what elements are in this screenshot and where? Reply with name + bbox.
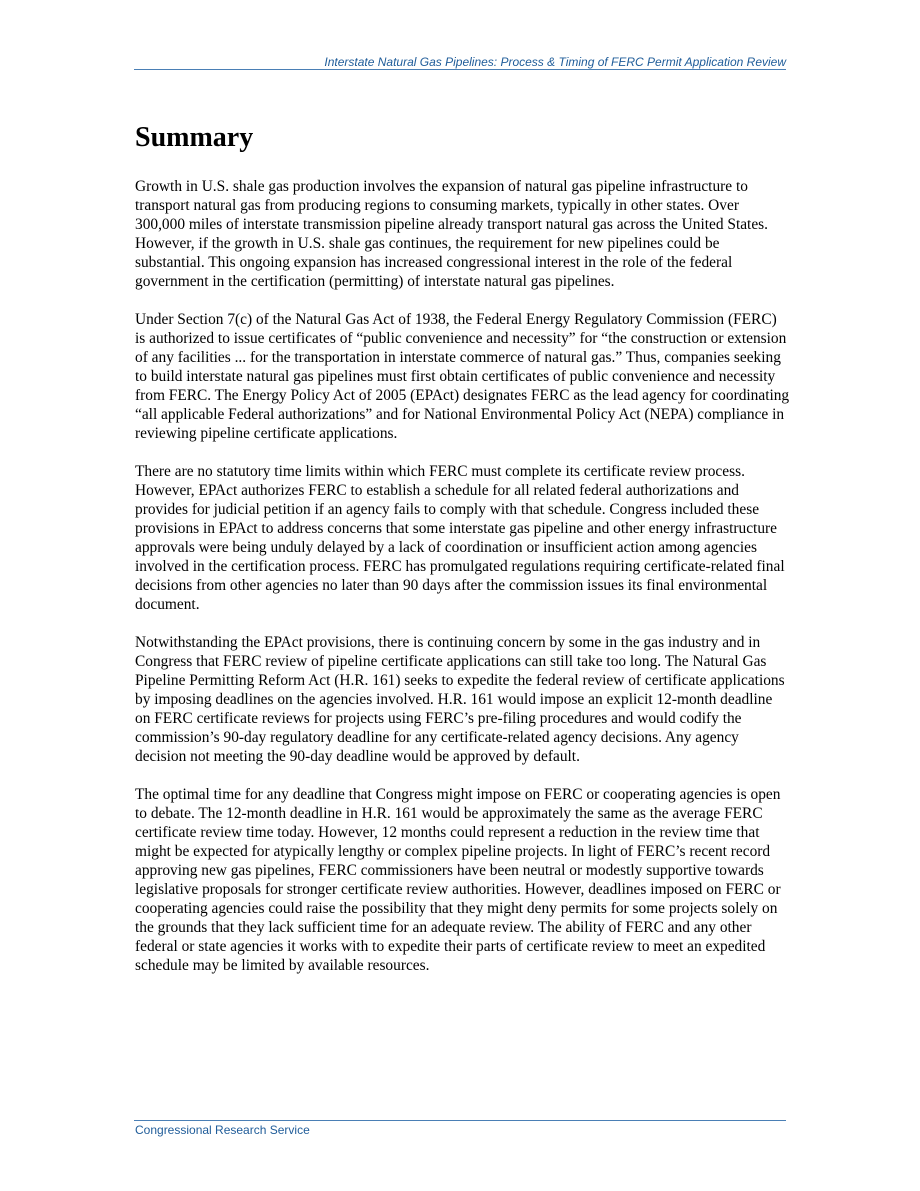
paragraph: There are no statutory time limits within which FERC must complete its certificate review process. However, EPAct authorizes FERC to establish a schedule for all related federal authorizations and provides for judicial petition if an agency fails to comply with that schedule. Congress included these provisions in EPAct to address concerns that some interstate gas pipeline and other energy infrastructure approvals were being unduly delayed by a lack of coordination or insufficient action among agencies involved in the certification process. FERC has promulgated regulations requiring certificate-related final decisions from other agencies no later than 90 days after the commission issues its final environmental document. — [135, 463, 785, 613]
footer-divider — [134, 1120, 786, 1121]
header-divider — [134, 69, 786, 70]
summary-body — [135, 177, 790, 994]
page-title: Summary — [135, 122, 254, 153]
paragraph: Growth in U.S. shale gas production involves the expansion of natural gas pipeline infrastructure to transport natural gas from producing regions to consuming markets, typically in other states. Over 300,000 miles of interstate transmission pipeline already transport natural gas across the United States. However, if the growth in U.S. shale gas continues, the requirement for new pipelines could be substantial. This ongoing expansion has increased congressional interest in the role of the federal government in the certification (permitting) of interstate natural gas pipelines. — [135, 178, 768, 290]
paragraph: Under Section 7(c) of the Natural Gas Act of 1938, the Federal Energy Regulatory Commission (FERC) is authorized to issue certificates of “public convenience and necessity” for “the construction or extension of any facilities ... for the transportation in interstate commerce of natural gas.” Thus, companies seeking to build interstate natural gas pipelines must first obtain certificates of public convenience and necessity from FERC. The Energy Policy Act of 2005 (EPAct) designates FERC as the lead agency for coordinating “all applicable Federal authorizations” and for National Environmental Policy Act (NEPA) compliance in reviewing pipeline certificate applications. — [135, 311, 790, 442]
paragraph: Notwithstanding the EPAct provisions, there is continuing concern by some in the gas industry and in Congress that FERC review of pipeline certificate applications can still take too long. The Natural Gas Pipeline Permitting Reform Act (H.R. 161) seeks to expedite the federal review of certificate applications by imposing deadlines on the agencies involved. H.R. 161 would impose an explicit 12-month deadline on FERC certificate reviews for projects using FERC’s pre-filing procedures and would codify the commission’s 90-day regulatory deadline for any certificate-related agency decisions. Any agency decision not meeting the 90-day deadline would be approved by default. — [135, 634, 785, 765]
paragraph: The optimal time for any deadline that Congress might impose on FERC or cooperating agencies is open to debate. The 12-month deadline in H.R. 161 would be approximately the same as the average FERC certificate review time today. However, 12 months could represent a reduction in the review time that might be expected for atypically lengthy or complex pipeline projects. In light of FERC’s recent record approving new gas pipelines, FERC commissioners have been neutral or modestly supportive towards legislative proposals for stronger certificate review authorities. However, deadlines imposed on FERC or cooperating agencies could raise the possibility that they might deny permits for some projects solely on the grounds that they lack sufficient time for an adequate review. The ability of FERC and any other federal or state agencies it works with to expedite their parts of certificate review to meet an expedited schedule may be limited by available resources. — [135, 786, 781, 974]
running-header: Interstate Natural Gas Pipelines: Process & Timing of FERC Permit Application Review — [324, 55, 786, 69]
footer-publisher: Congressional Research Service — [135, 1123, 310, 1137]
